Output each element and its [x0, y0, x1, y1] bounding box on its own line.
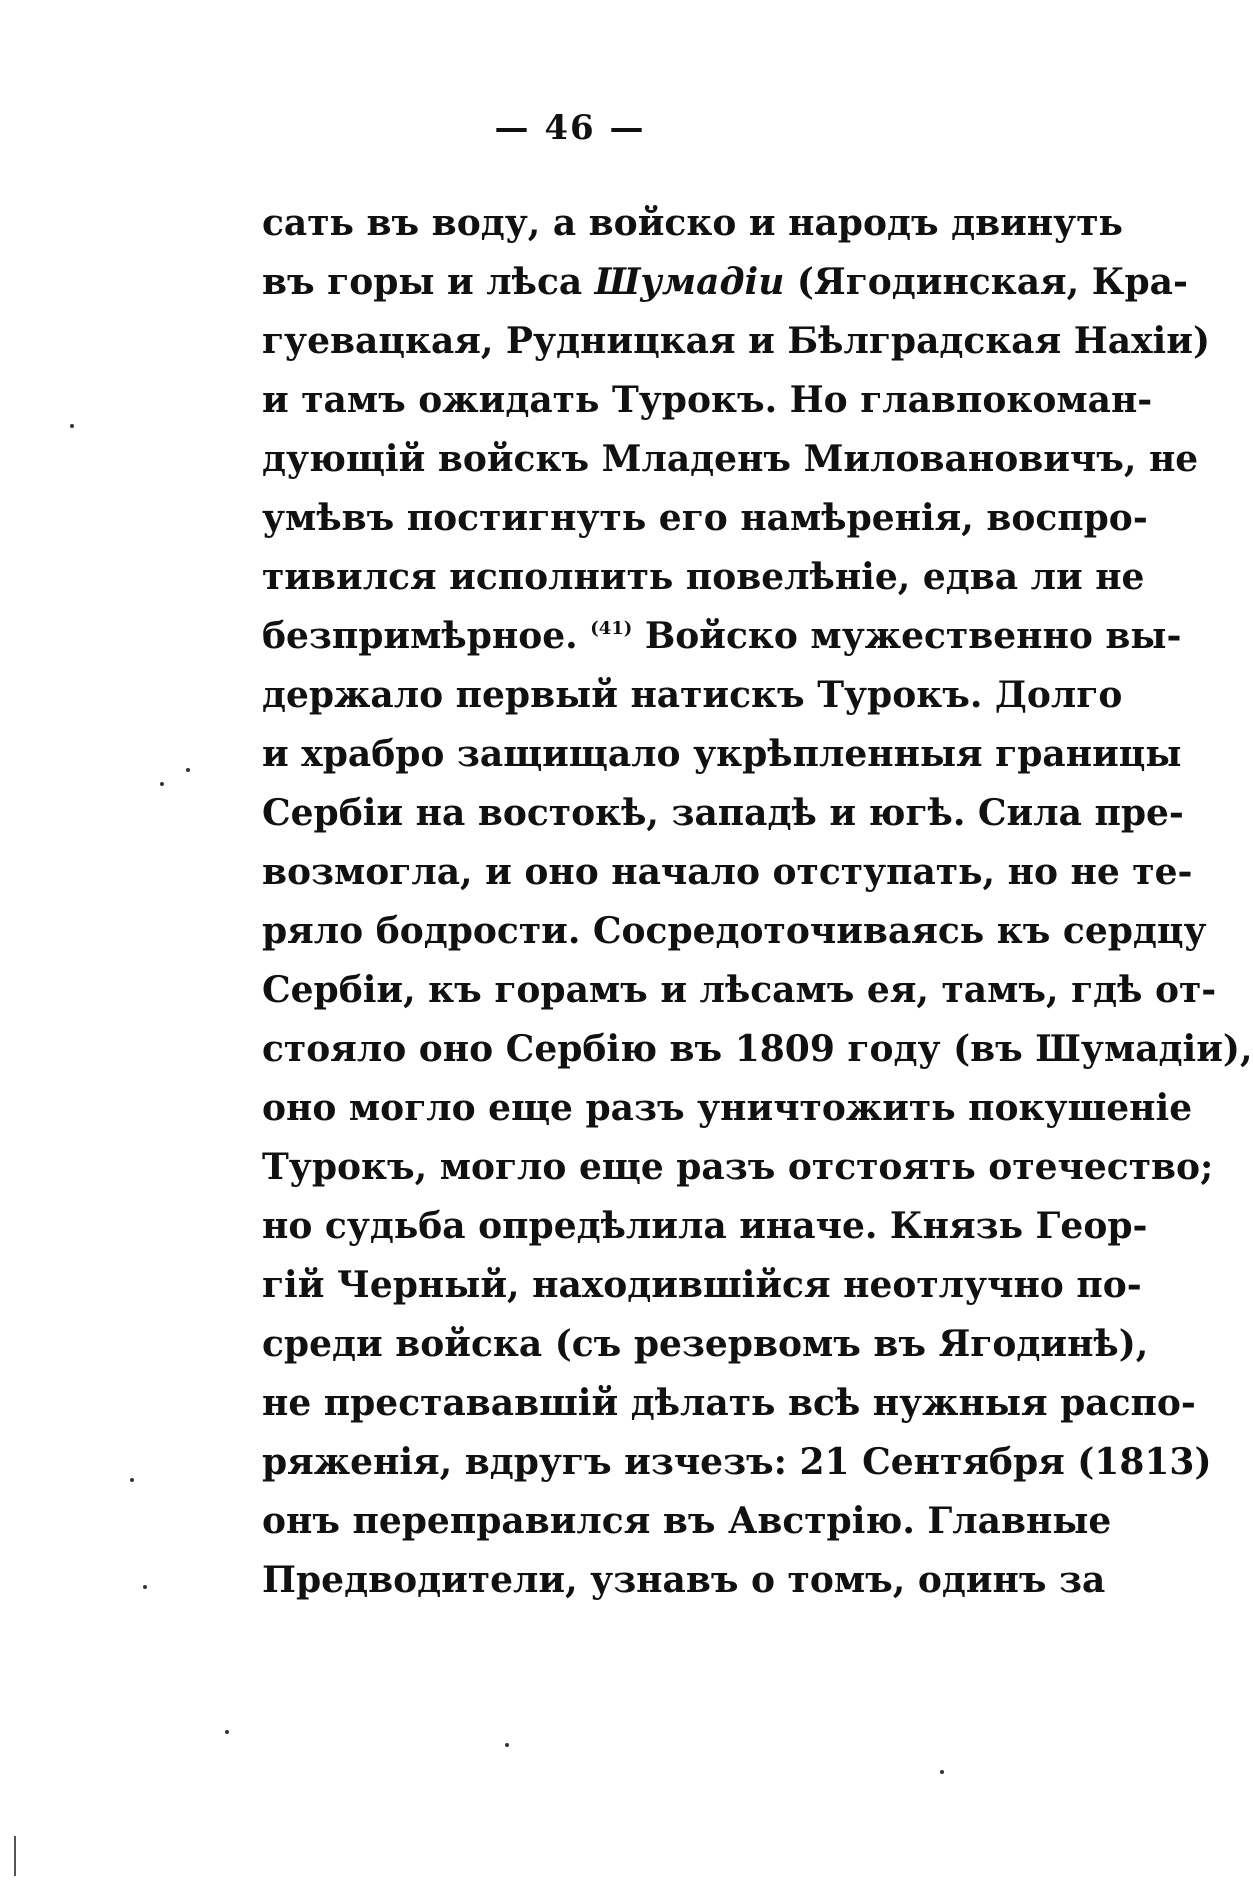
text-run: Войско мужественно вы- [632, 615, 1182, 657]
text-line [262, 843, 1193, 902]
text-line [262, 1020, 1253, 1079]
text-line [262, 1433, 1212, 1492]
footnote-ref: (41) [590, 618, 633, 639]
scan-speck [225, 1730, 229, 1734]
text-line [262, 1492, 1112, 1551]
body-text [262, 194, 1253, 1610]
text-line [262, 1256, 1142, 1315]
text-line [262, 371, 1153, 430]
text-line [262, 548, 1145, 607]
scan-speck [505, 1743, 509, 1747]
text-run: стояло оно Сербію въ 1809 году (въ Шумадіи), [262, 1028, 1253, 1070]
text-run: онъ переправился въ Австрію. Главные [262, 1500, 1112, 1542]
scan-speck [130, 1478, 134, 1482]
text-line [262, 666, 1123, 725]
text-run: умѣвъ постигнуть его намѣренія, воспро- [262, 497, 1148, 539]
text-line [262, 1374, 1196, 1433]
text-run: возмогла, и оно начало отступать, но не те- [262, 851, 1193, 893]
text-line [262, 312, 1210, 371]
scan-speck [70, 424, 74, 428]
text-line [262, 784, 1184, 843]
text-line [262, 725, 1182, 784]
text-run: но судьба опредѣлила иначе. Князь Геор- [262, 1205, 1148, 1247]
text-run: въ горы и лѣса [262, 261, 595, 303]
text-line [262, 489, 1148, 548]
text-run: не престававшій дѣлать всѣ нужныя распо- [262, 1382, 1196, 1424]
text-run: и тамъ ожидать Турокъ. Но главпокоман- [262, 379, 1153, 421]
text-run: и храбро защищало укрѣпленныя границы [262, 733, 1182, 775]
text-line [262, 430, 1199, 489]
scan-speck [940, 1770, 944, 1774]
text-run: держало первый натискъ Турокъ. Долго [262, 674, 1123, 716]
text-run: Сербіи на востокѣ, западѣ и югѣ. Сила пре- [262, 792, 1184, 834]
italic-place-name: Шумадіи [594, 261, 785, 303]
text-line [262, 961, 1217, 1020]
text-run: оно могло еще разъ уничтожить покушеніе [262, 1087, 1193, 1129]
text-run: безпримѣрное. [262, 615, 591, 657]
scan-speck [160, 782, 164, 786]
text-line [262, 1315, 1149, 1374]
scan-speck [186, 768, 190, 772]
text-run: тивился исполнить повелѣніе, едва ли не [262, 556, 1145, 598]
text-run: Сербіи, къ горамъ и лѣсамъ ея, тамъ, гдѣ от- [262, 969, 1217, 1011]
text-line [262, 253, 1188, 312]
text-line [262, 1079, 1193, 1138]
text-line [262, 607, 1182, 666]
text-run: сать въ воду, а войско и народъ двинуть [262, 202, 1123, 244]
text-run: гій Черный, находившійся неотлучно по- [262, 1264, 1142, 1306]
text-run: (Ягодинская, Кра- [784, 261, 1188, 303]
page-number: — 46 — [494, 108, 646, 148]
scan-edge-mark [14, 1836, 16, 1876]
text-run: ряло бодрости. Сосредоточиваясь къ сердцу [262, 910, 1207, 952]
text-line [262, 902, 1207, 961]
text-line [262, 1551, 1106, 1610]
text-run: гуевацкая, Рудницкая и Бѣлградская Нахіи) [262, 320, 1210, 362]
text-run: Турокъ, могло еще разъ отстоять отечество; [262, 1146, 1214, 1188]
scan-speck [143, 1585, 147, 1589]
text-line [262, 1197, 1148, 1256]
text-run: Предводители, узнавъ о томъ, одинъ за [262, 1559, 1106, 1601]
text-run: ряженія, вдругъ изчезъ: 21 Сентября (1813) [262, 1441, 1212, 1483]
text-run: среди войска (съ резервомъ въ Ягодинѣ), [262, 1323, 1149, 1365]
text-line [262, 194, 1123, 253]
text-run: дующій войскъ Младенъ Миловановичъ, не [262, 438, 1199, 480]
text-line [262, 1138, 1214, 1197]
